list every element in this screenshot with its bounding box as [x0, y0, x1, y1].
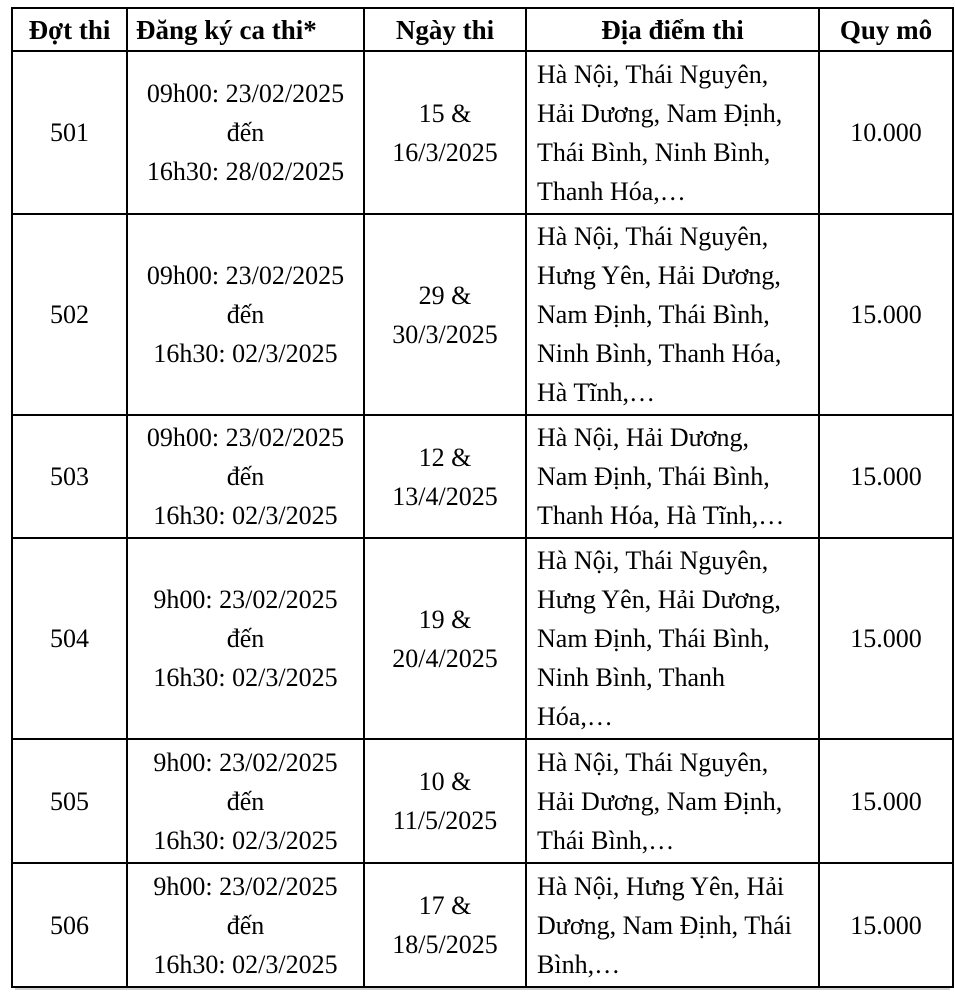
- exam-date-line: 30/3/2025: [392, 319, 498, 349]
- table-row: [12, 538, 953, 739]
- location-cell: [526, 739, 819, 863]
- location-line: Hà Nội, Hưng Yên, Hải: [537, 871, 785, 901]
- registration-line: 09h00: 23/02/2025: [146, 261, 345, 290]
- registration-line: 9h00: 23/02/2025: [153, 871, 338, 901]
- registration-line: 16h30: 02/3/2025: [153, 501, 338, 530]
- header-session: Đợt thi: [12, 8, 127, 51]
- location-line: Thái Bình,…: [537, 825, 675, 855]
- location-line: Nam Định, Thái Bình,: [537, 624, 770, 653]
- session-cell: [12, 51, 127, 214]
- location-line: Hóa,…: [537, 702, 613, 731]
- header-scale: Quy mô: [819, 8, 953, 51]
- registration-cell: [127, 51, 364, 214]
- location-line: Ninh Bình, Thanh: [537, 663, 726, 692]
- table-header-row: [12, 8, 953, 51]
- location-line: Hà Nội, Thái Nguyên,: [537, 222, 769, 251]
- session-cell: [12, 863, 127, 987]
- scale-cell: [819, 863, 953, 987]
- registration-line: 09h00: 23/02/2025: [146, 79, 345, 108]
- table-row: [12, 863, 953, 987]
- location-line: Hà Nội, Hải Dương,: [537, 423, 749, 452]
- location-line: Nam Định, Thái Bình,: [537, 462, 770, 491]
- session-number: 506: [50, 910, 89, 940]
- registration-line: 9h00: 23/02/2025: [153, 747, 338, 777]
- registration-cell: [127, 214, 364, 415]
- location-cell: [526, 863, 819, 987]
- session-number: 502: [50, 300, 89, 329]
- exam-date-line: 12 &: [418, 442, 472, 472]
- registration-line: đến: [226, 118, 265, 147]
- scale-value: 10.000: [850, 118, 922, 147]
- session-number: 501: [50, 118, 89, 147]
- exam-date-line: 10 &: [418, 767, 472, 796]
- table-row: [12, 214, 953, 415]
- exam-date-cell: [364, 739, 526, 863]
- exam-date-cell: [364, 214, 526, 415]
- registration-line: đến: [226, 786, 265, 816]
- registration-line: 16h30: 02/3/2025: [153, 339, 338, 368]
- registration-cell: [127, 415, 364, 538]
- exam-date-line: 17 &: [418, 891, 472, 920]
- exam-date-line: 19 &: [418, 604, 472, 634]
- scale-value: 15.000: [850, 786, 922, 816]
- exam-date-line: 20/4/2025: [392, 643, 498, 673]
- location-line: Hà Nội, Thái Nguyên,: [537, 59, 769, 89]
- header-exam-date: Ngày thi: [364, 8, 526, 51]
- scale-cell: [819, 214, 953, 415]
- location-cell: [526, 415, 819, 538]
- location-cell: [526, 214, 819, 415]
- location-line: Hà Tĩnh,…: [537, 378, 655, 407]
- registration-line: 16h30: 28/02/2025: [146, 157, 345, 186]
- location-line: Hải Dương, Nam Định,: [537, 98, 783, 128]
- registration-line: đến: [226, 300, 265, 329]
- scale-cell: [819, 415, 953, 538]
- registration-line: 16h30: 02/3/2025: [153, 949, 338, 979]
- exam-date-line: 13/4/2025: [392, 481, 498, 511]
- scale-value: 15.000: [850, 300, 922, 329]
- scale-value: 15.000: [850, 910, 922, 940]
- session-number: 503: [50, 462, 89, 491]
- exam-date-line: 18/5/2025: [392, 930, 498, 959]
- registration-line: 09h00: 23/02/2025: [146, 423, 345, 452]
- exam-date-line: 29 &: [418, 280, 472, 310]
- exam-date-line: 16/3/2025: [392, 137, 498, 167]
- location-line: Hà Nội, Thái Nguyên,: [537, 747, 769, 777]
- header-location: Địa điểm thi: [526, 8, 819, 51]
- location-line: Thái Bình, Ninh Bình,: [537, 137, 771, 167]
- scale-cell: [819, 51, 953, 214]
- location-line: Hải Dương, Nam Định,: [537, 786, 783, 816]
- registration-line: đến: [226, 462, 265, 491]
- exam-schedule-table: [11, 7, 954, 988]
- header-registration: Đăng ký ca thi*: [127, 8, 364, 51]
- session-cell: [12, 214, 127, 415]
- scale-value: 15.000: [850, 462, 922, 491]
- location-cell: [526, 51, 819, 214]
- registration-line: 9h00: 23/02/2025: [153, 585, 338, 614]
- location-line: Bình,…: [537, 949, 621, 979]
- location-line: Hưng Yên, Hải Dương,: [537, 585, 781, 614]
- session-cell: [12, 538, 127, 739]
- table-row: [12, 415, 953, 538]
- exam-date-cell: [364, 863, 526, 987]
- exam-date-cell: [364, 415, 526, 538]
- registration-line: 16h30: 02/3/2025: [153, 663, 338, 692]
- session-cell: [12, 415, 127, 538]
- registration-line: 16h30: 02/3/2025: [153, 825, 338, 855]
- scale-cell: [819, 538, 953, 739]
- scale-value: 15.000: [850, 624, 922, 653]
- session-cell: [12, 739, 127, 863]
- location-line: Hưng Yên, Hải Dương,: [537, 261, 781, 290]
- session-number: 504: [50, 624, 89, 653]
- registration-line: đến: [226, 910, 265, 940]
- location-line: Thanh Hóa, Hà Tĩnh,…: [537, 501, 785, 530]
- table-row: [12, 739, 953, 863]
- exam-date-line: 15 &: [418, 98, 472, 128]
- location-line: Dương, Nam Định, Thái: [537, 910, 792, 940]
- table-row: [12, 51, 953, 214]
- exam-date-cell: [364, 538, 526, 739]
- registration-cell: [127, 538, 364, 739]
- location-line: Ninh Bình, Thanh Hóa,: [537, 339, 782, 368]
- registration-cell: [127, 863, 364, 987]
- scale-cell: [819, 739, 953, 863]
- session-number: 505: [50, 786, 89, 816]
- registration-line: đến: [226, 624, 265, 653]
- exam-date-line: 11/5/2025: [392, 806, 498, 835]
- location-line: Nam Định, Thái Bình,: [537, 300, 770, 329]
- exam-date-cell: [364, 51, 526, 214]
- registration-cell: [127, 739, 364, 863]
- location-line: Thanh Hóa,…: [537, 176, 686, 206]
- location-cell: [526, 538, 819, 739]
- location-line: Hà Nội, Thái Nguyên,: [537, 546, 769, 575]
